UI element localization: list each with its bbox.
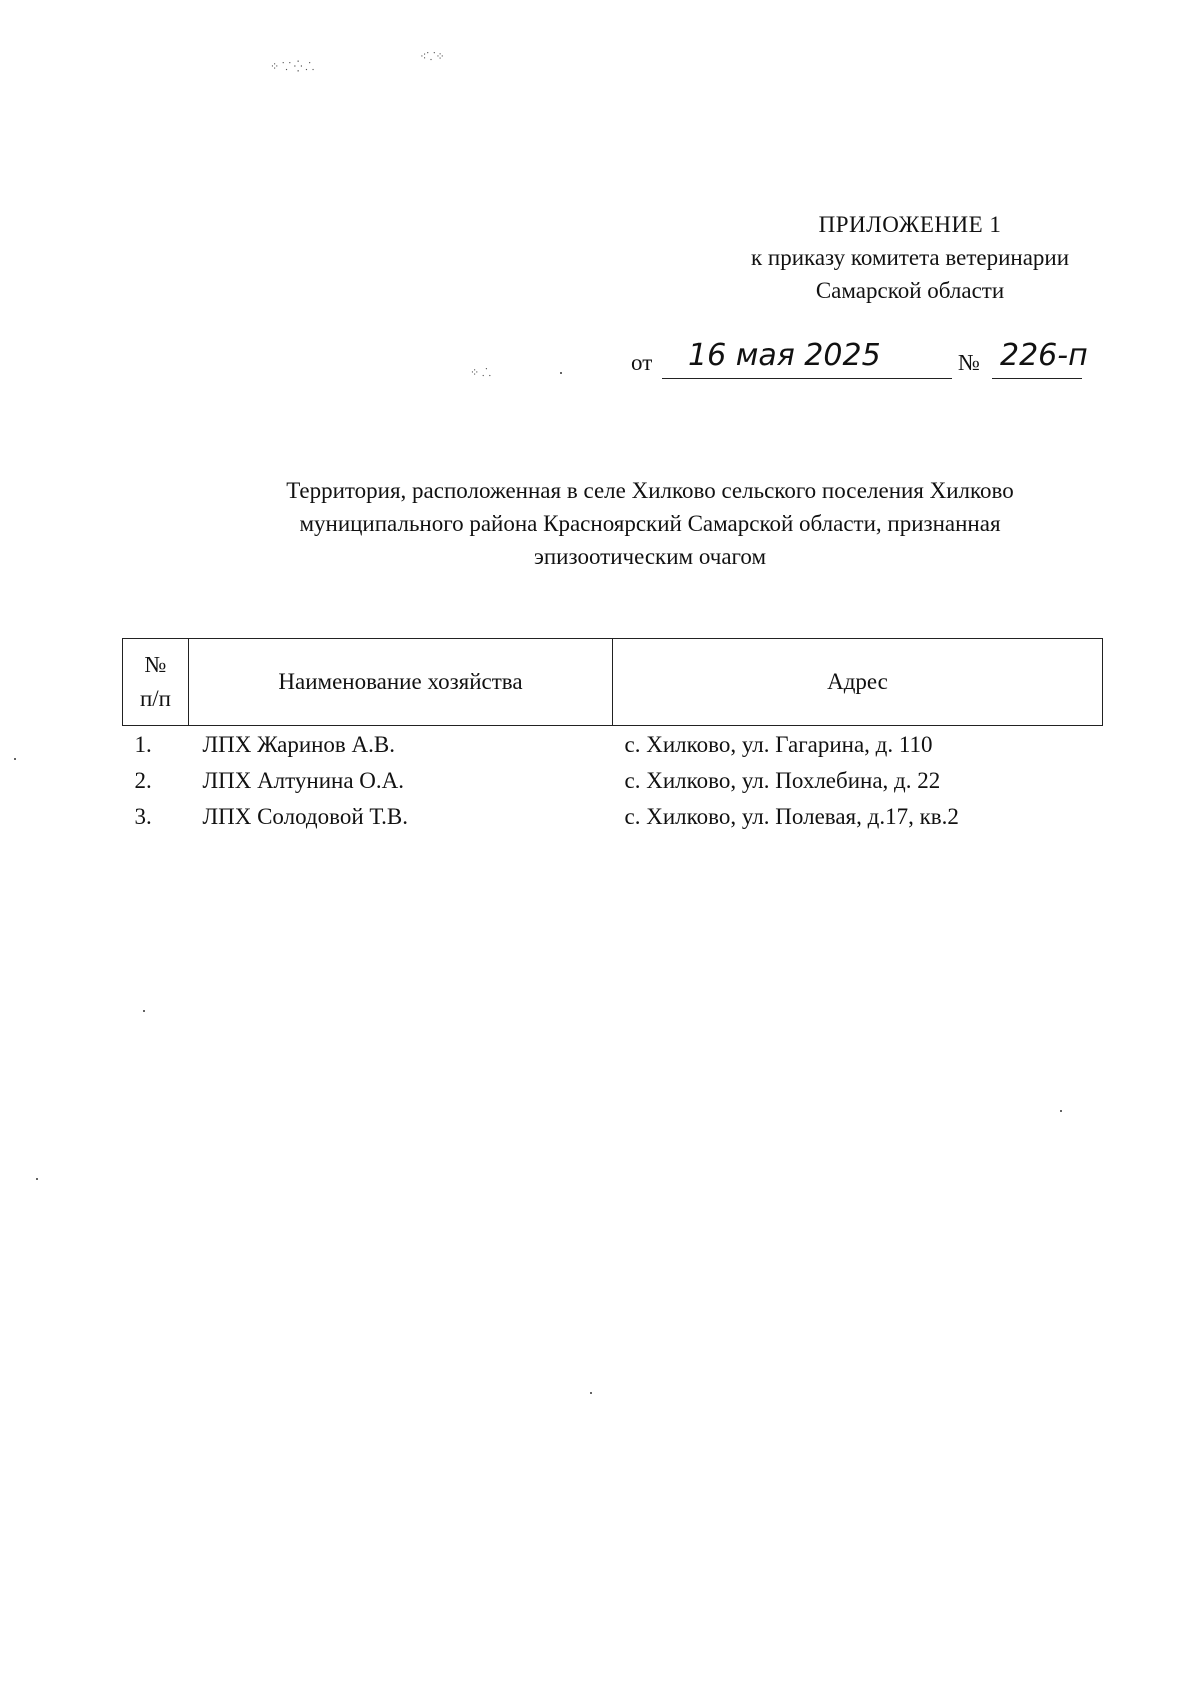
table-row [123,768,1103,804]
row-number: 2. [134,768,152,793]
order-date-prefix: от [631,350,653,375]
scan-noise [1060,1110,1062,1112]
table-header-row [123,639,1103,726]
column-header-name: Наименование хозяйства [189,639,613,726]
document-title [200,474,1100,573]
appendix-title: ПРИЛОЖЕНИЕ 1 [818,212,1002,237]
table-row [123,804,1103,840]
scan-noise: ⁖⸪⁘ [420,51,445,63]
column-header-number-line-1: № [144,652,167,677]
row-number: 3. [134,804,152,829]
scan-noise [143,1010,145,1012]
farm-address: с. Хилково, ул. Похлебина, д. 22 [624,768,941,793]
column-header-number [123,639,189,726]
column-header-address: Адрес [613,639,1103,726]
order-number-label: № [958,350,980,375]
scan-noise [36,1178,38,1180]
appendix-header [690,208,1130,307]
appendix-line-2: Самарской области [815,278,1005,303]
farm-address: с. Хилково, ул. Гагарина, д. 110 [624,732,933,757]
order-date-handwritten: 16 мая 2025 [688,338,881,373]
farm-address: с. Хилково, ул. Полевая, д.17, кв.2 [624,804,959,829]
farm-name: ЛПХ Алтунина О.А. [202,768,405,793]
order-date-underline [662,378,952,379]
scan-noise: ⁘ ⸪ ⁛ ⸫ [270,61,315,73]
scan-noise: ⁘ ⸫ [470,367,491,379]
document-title-line-1: Территория, расположенная в селе Хилково сельского поселения Хилково [286,478,1014,503]
scan-noise [560,372,562,374]
farm-name: ЛПХ Жаринов А.В. [202,732,395,757]
order-reference [600,338,1120,388]
table-row [123,726,1103,769]
document-title-line-3: эпизоотическим очагом [534,544,766,569]
farms-table [122,638,1103,840]
scan-noise [590,1392,592,1394]
column-header-number-line-2: п/п [139,686,171,711]
document-title-line-2: муниципального района Красноярский Самарской области, признанная [299,511,1001,536]
scan-noise [14,758,16,760]
order-number-underline [992,378,1082,379]
order-number-handwritten: 226-п [1000,338,1088,373]
farm-name: ЛПХ Солодовой Т.В. [202,804,408,829]
row-number: 1. [134,732,152,757]
appendix-line-1: к приказу комитета ветеринарии [750,245,1070,270]
